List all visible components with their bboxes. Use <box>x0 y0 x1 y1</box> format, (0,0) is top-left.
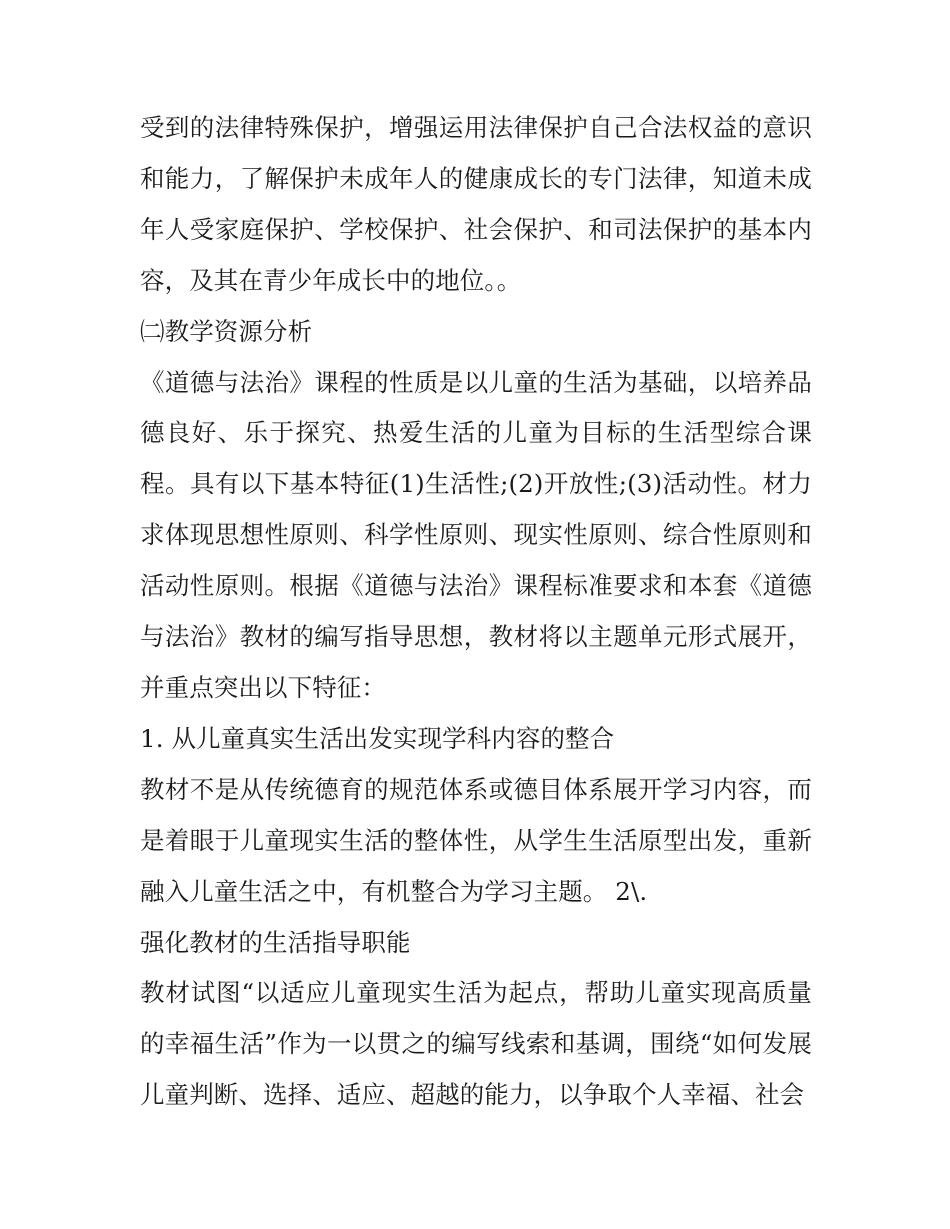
subheading-integration: 1. 从儿童真实生活出发实现学科内容的整合 <box>140 723 615 753</box>
paragraph-life-guidance: 教材试图“以适应儿童现实生活为起点，帮助儿童实现高质量的幸福生活”作为一以贯之的编写线索和基调，围绕“如何发展儿童判断、选择、适应、超越的能力，以争取个人幸福、社会 <box>140 978 812 1110</box>
subheading-life-guidance: 强化教材的生活指导职能 <box>140 927 411 957</box>
body-text <box>140 103 812 1121</box>
section-heading-resource-analysis: ㈡教学资源分析 <box>140 316 313 346</box>
paragraph-integration: 教材不是从传统德育的规范体系或德目体系展开学习内容，而是着眼于儿童现实生活的整体性，从学生生活原型出发，重新融入儿童生活之中，有机整合为学习主题。 2\. <box>140 774 812 906</box>
paragraph-course-nature: 《道德与法治》课程的性质是以儿童的生活为基础，以培养品德良好、乐于探究、热爱生活的儿童为目标的生活型综合课程。具有以下基本特征(1)生活性;(2)开放性;(3)活动性。材力求体现思想性原则、科学性原则、现实性原则、综合性原则和活动性原则。根据《道德与法治》课程标准要求和本套《道德与法治》教材的编写指导思想，教材将以主题单元形式展开，并重点突出以下特征： <box>140 367 812 702</box>
paragraph-legal-protection: 受到的法律特殊保护，增强运用法律保护自己合法权益的意识和能力，了解保护未成年人的健康成长的专门法律，知道未成年人受家庭保护、学校保护、社会保护、和司法保护的基本内容，及其在青少年成长中的地位。。 <box>140 113 812 295</box>
